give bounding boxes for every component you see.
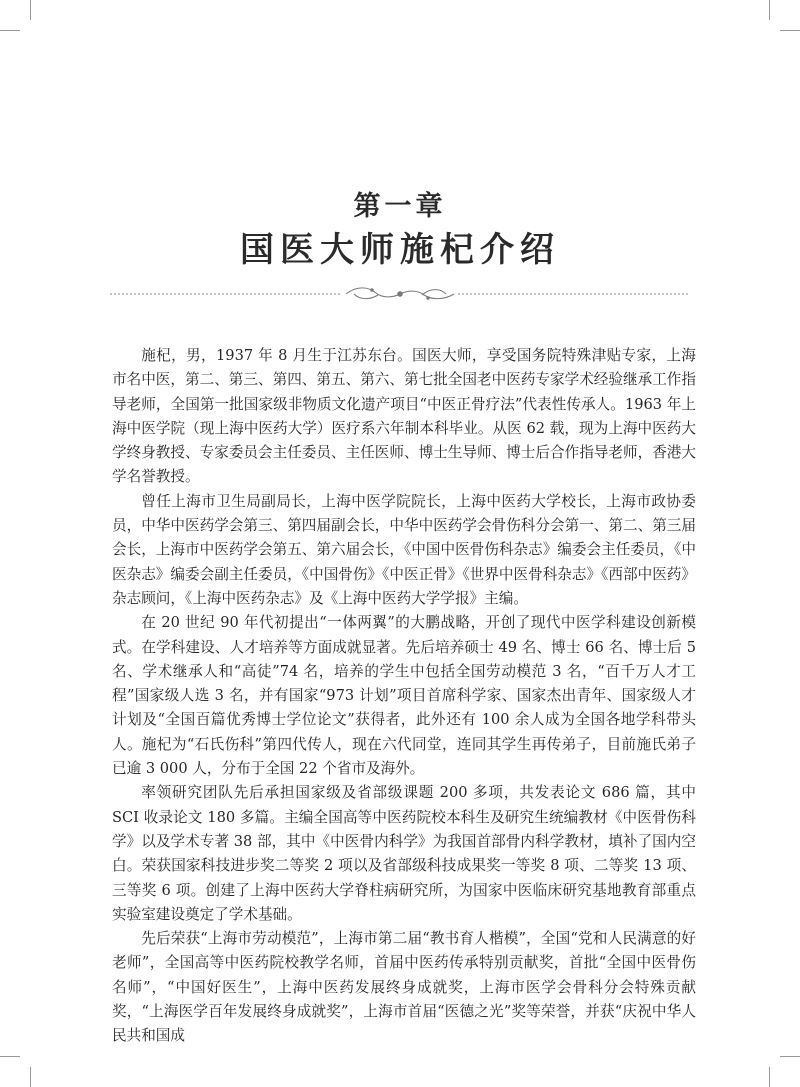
crop-mark (769, 1067, 770, 1087)
crop-mark (769, 0, 770, 20)
paragraph: 先后荣获“上海市劳动模范”，上海市第二届“教书育人楷模”，全国“党和人民满意的好老师”，全国高等中医药院校教学名师，首届中医药传承特别贡献奖，首批“全国中医骨伤名师”，“中国好医生”，上海中医药发展终身成就奖，上海市医学会骨科分会特殊贡献奖，“上海医学百年发展终身成就奖”，上海市首届“医德之光”奖等荣誉，并获“庆祝中华人民共和国成 (112, 930, 696, 1045)
crop-mark (0, 1056, 20, 1057)
paragraph: 曾任上海市卫生局副局长，上海中医学院院长，上海中医药大学校长，上海市政协委员，中华中医药学会第三、第四届副会长，中华中医药学会骨伤科分会第一、第二、第三届会长，上海市中医药学会第五、第六届会长，《中国中医骨伤科杂志》编委会主任委员，《中医杂志》编委会副主任委员，《中国骨伤》《中医正骨》《世界中医骨科杂志》《西部中医药》杂志顾问，《上海中医药杂志》及《上海中医药大学学报》主编。 (112, 492, 696, 607)
crop-mark (780, 30, 800, 31)
chapter-title: 国医大师施杞介绍 (240, 230, 560, 270)
crop-mark (30, 1067, 31, 1087)
ornamental-divider (110, 284, 690, 304)
paragraph: 施杞，男，1937 年 8 月生于江苏东台。国医大师，享受国务院特殊津贴专家，上海市名中医，第二、第三、第四、第五、第六、第七批全国老中医药专家学术经验继承工作指导老师，全国第一批国家级非物质文化遗产项目“中医正骨疗法”代表性传承人。1963 年上海中医学院（现上海中医药大学）医疗系六年制本科毕业。从医 62 载，现为上海中医药大学终身教授、专家委员会主任委员、主任医师、博士生导师、博士后合作指导老师，香港大学名誉教授。 (112, 347, 696, 486)
paragraph: 在 20 世纪 90 年代初提出“一体两翼”的大鹏战略，开创了现代中医学科建设创新模式。在学科建设、人才培养等方面成就显著。先后培养硕士 49 名、博士 66 名、博士后 5 名、学术继承人和“高徒”74 名，培养的学生中包括全国劳动模范 3 名，“百千万人才工程”国家级人选 3 名，并有国家“973 计划”项目首席科学家、国家杰出青年、国家级人才计划及“全国百篇优秀博士学位论文”获得者，此外还有 100 余人成为全国各地学科带头人。施杞为“石氏伤科”第四代传人，现在六代同堂，连同其学生再传弟子，目前施氏弟子已逾 3 000 人，分布于全国 22 个省市及海外。 (112, 614, 696, 778)
body-text (112, 344, 696, 1049)
crop-mark (30, 0, 31, 20)
crop-mark (0, 30, 20, 31)
chapter-number: 第一章 (353, 191, 447, 222)
crop-mark (780, 1056, 800, 1057)
paragraph: 率领研究团队先后承担国家级及省部级课题 200 多项，共发表论文 686 篇，其中 SCI 收录论文 180 多篇。主编全国高等中医药院校本科生及研究生统编教材《中医骨伤科学》以及学术专著 38 部，其中《中医骨内科学》为我国首部骨内科学教材，填补了国内空白。荣获国家科技进步奖二等奖 2 项以及省部级科技成果奖一等奖 8 项、二等奖 13 项、三等奖 6 项。创建了上海中医药大学脊柱病研究所，为国家中医临床研究基地教育部重点实验室建设奠定了学术基础。 (112, 784, 696, 923)
ornament-icon (346, 288, 454, 299)
